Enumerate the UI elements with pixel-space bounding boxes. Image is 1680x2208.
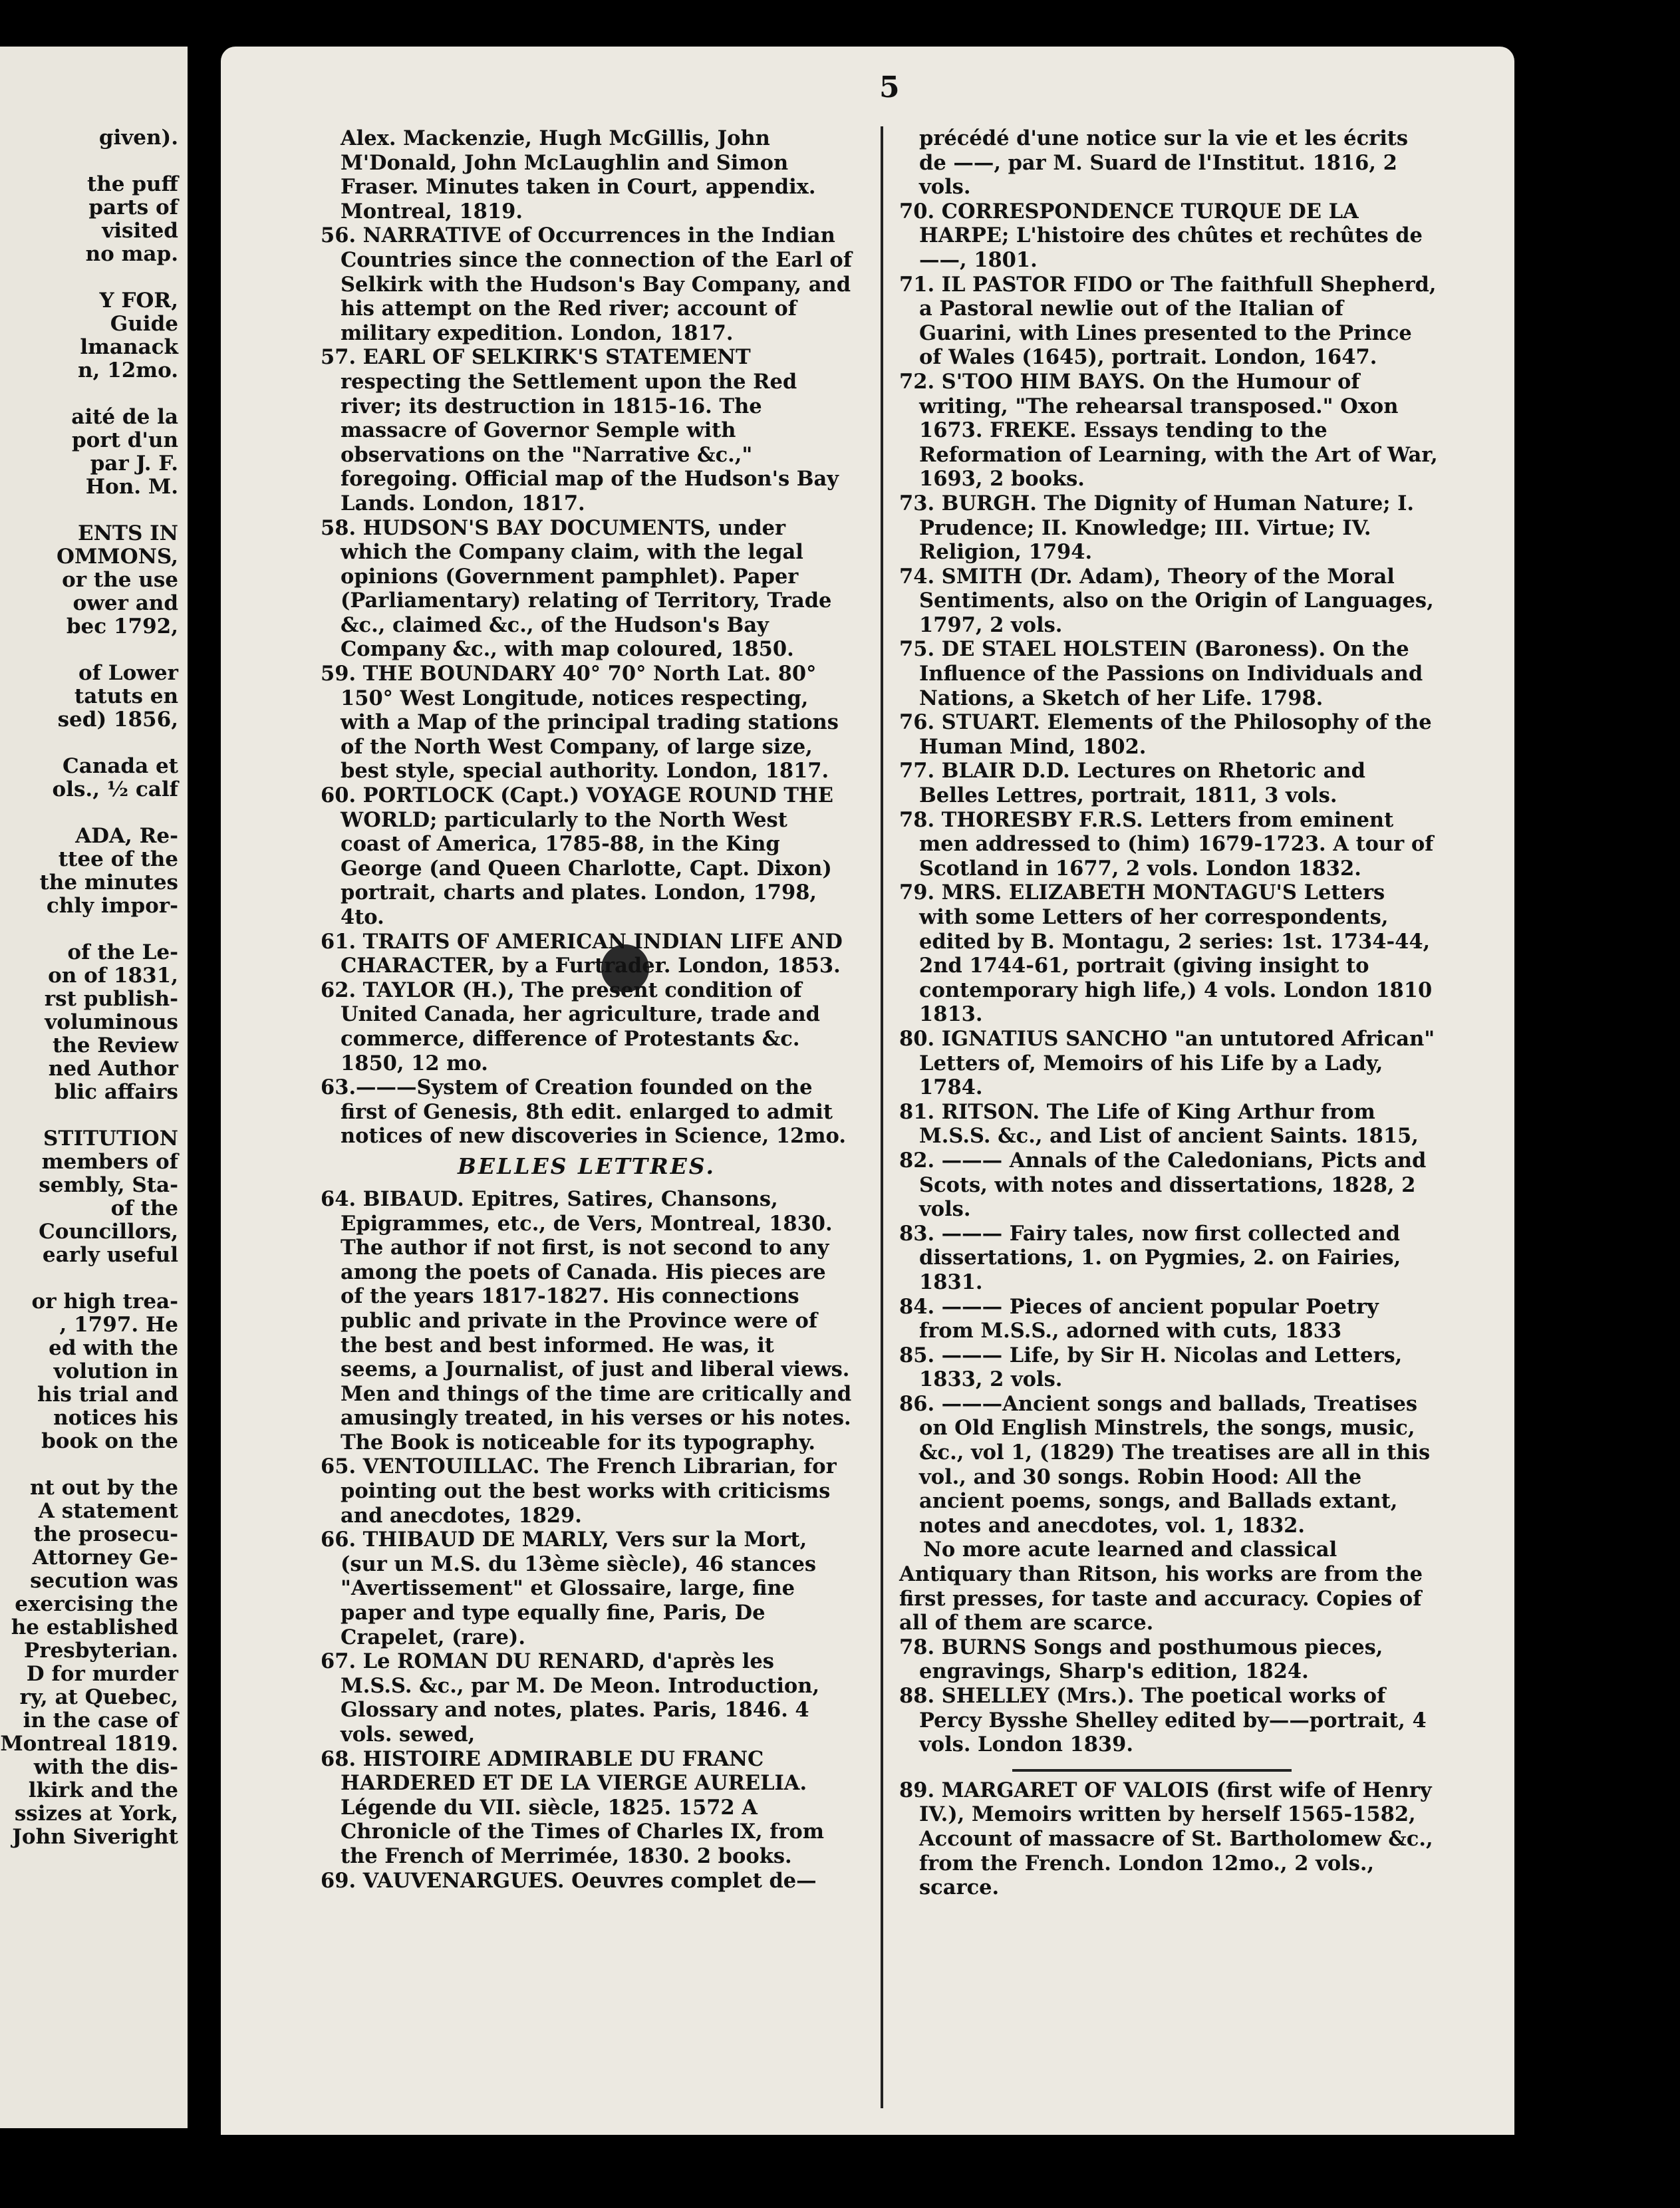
left-fragment-line: no map. <box>85 242 178 266</box>
left-fragment-line: chly impor- <box>46 894 178 918</box>
page-gutter <box>188 47 222 2135</box>
left-fragment-line: or high trea- <box>31 1290 178 1313</box>
left-fragment-line: Presbyterian. <box>23 1639 178 1663</box>
left-fragment-line: ttee of the <box>58 847 178 871</box>
left-fragment-line: voluminous <box>45 1010 178 1034</box>
left-fragment-line: of Lower <box>78 661 178 685</box>
left-fragment-line: or the use <box>62 568 178 592</box>
left-fragment-line: on of 1831, <box>48 964 178 988</box>
left-fragment-line: ry, at Quebec, <box>19 1685 178 1709</box>
left-fragment-line: in the case of <box>23 1709 178 1732</box>
left-fragment-line: early useful <box>42 1243 178 1267</box>
catalogue-entry: 67. Le ROMAN DU RENARD, d'après les M.S.S. &c., par M. De Meon. Introduction, Glossary and notes, plates. Paris, 1846. 4 vols. sewed, <box>321 1649 820 1746</box>
left-fragment-line: , 1797. He <box>59 1313 178 1337</box>
left-fragment-line: ned Author <box>48 1057 178 1081</box>
left-fragment-line: STITUTION <box>43 1127 178 1151</box>
left-fragment-line: John Siveright <box>12 1825 178 1849</box>
left-entries-bottom <box>321 1187 853 1893</box>
left-entries-top <box>321 126 853 1149</box>
catalogue-entry: 82. ——— Annals of the Caledonians, Picts and Scots, with notes and dissertations, 1828, 2 vols. <box>899 1148 1427 1222</box>
left-fragment-line <box>0 918 184 941</box>
catalogue-entry: précédé d'une notice sur la vie et les écrits de ——, par M. Suard de l'Institut. 1816, 2 vols. <box>919 126 1409 200</box>
catalogue-entry: 66. THIBAUD DE MARLY, Vers sur la Mort, (sur un M.S. du 13ème siècle), 46 stances "Avertissement" et Glossaire, large, fine paper and type equally fine, Paris, De Crapelet, (rare). <box>321 1528 817 1649</box>
left-fragment-line <box>0 732 184 755</box>
left-fragment-line: sed) 1856, <box>57 708 178 732</box>
left-fragment-line: aité de la <box>71 405 178 429</box>
left-fragment-line: ADA, Re- <box>75 824 178 848</box>
catalogue-entry: 81. RITSON. The Life of King Arthur from M.S.S. &c., and List of ancient Saints. 1815, <box>899 1099 1419 1149</box>
catalogue-entry: 83. ——— Fairy tales, now first collected and dissertations, 1. on Pygmies, 2. on Fairies, 1831. <box>899 1221 1401 1294</box>
left-fragment-line: he established <box>11 1615 178 1639</box>
catalogue-entry: 69. VAUVENARGUES. Oeuvres complet de— <box>321 1868 817 1893</box>
catalogue-entry: 88. SHELLEY (Mrs.). The poetical works of Percy Bysshe Shelley edited by——portrait, 4 vols. London 1839. <box>899 1684 1427 1757</box>
left-fragment-line: port d'un <box>71 428 178 452</box>
left-fragment-line: sembly, Sta- <box>39 1173 178 1197</box>
catalogue-entry: 74. SMITH (Dr. Adam), Theory of the Moral Sentiments, also on the Origin of Languages, 1797, 2 vols. <box>899 564 1434 637</box>
left-fragment-line <box>0 1267 184 1290</box>
left-fragment-line: ols., ½ calf <box>52 777 178 801</box>
catalogue-entry: 73. BURGH. The Dignity of Human Nature; I. Prudence; II. Knowledge; III. Virtue; IV. Religion, 1794. <box>899 491 1414 565</box>
left-fragment-line: of the <box>110 1196 178 1220</box>
left-fragment-line: ed with the <box>49 1336 178 1360</box>
section-heading: BELLES LETTRES. <box>458 1153 716 1179</box>
left-fragment-line <box>0 801 184 825</box>
scan-border <box>1514 47 1680 2208</box>
left-fragment-line: the puff <box>86 172 178 196</box>
left-fragment-line: D for murder <box>26 1662 178 1686</box>
catalogue-entry: 75. DE STAEL HOLSTEIN (Baroness). On the Influence of the Passions on Individuals and Nations, a Sketch of her Life. 1798. <box>899 637 1423 710</box>
left-fragment-line: volution in <box>53 1359 178 1383</box>
catalogue-entry: 85. ——— Life, by Sir H. Nicolas and Letters, 1833, 2 vols. <box>899 1343 1403 1392</box>
left-fragment-line: n, 12mo. <box>78 358 178 382</box>
left-fragment-line: A statement <box>38 1499 178 1523</box>
catalogue-entry: 84. ——— Pieces of ancient popular Poetry from M.S.S., adorned with cuts, 1833 <box>899 1294 1379 1343</box>
catalogue-entry: 76. STUART. Elements of the Philosophy of the Human Mind, 1802. <box>899 710 1432 759</box>
left-fragment-line: Guide <box>110 312 178 336</box>
left-fragment-line: blic affairs <box>54 1080 178 1104</box>
left-fragment-line: Attorney Ge- <box>32 1546 178 1570</box>
left-fragment-line <box>0 1453 184 1476</box>
catalogue-entry: 78. THORESBY F.R.S. Letters from eminent men addressed to (him) 1679-1723. A tour of Scotland in 1677, 2 vols. London 1832. <box>899 807 1434 881</box>
left-fragment-line: Montreal 1819. <box>0 1732 178 1756</box>
left-fragment-line: the Review <box>52 1034 178 1057</box>
catalogue-entry: 56. NARRATIVE of Occurrences in the Indian Countries since the connection of the Earl of Selkirk with the Hudson's Bay Company, and his attempt on the Red river; account of military expedition. London, 1817. <box>321 223 852 345</box>
left-fragment-line: lkirk and the <box>28 1778 178 1802</box>
catalogue-entry: 60. PORTLOCK (Capt.) VOYAGE ROUND THE WORLD; particularly to the North West coast of America, 1785-88, in the King George (and Queen Charlotte, Capt. Dixon) portrait, charts and plates. London, 1798, 4to. <box>321 783 833 929</box>
catalogue-entry: 57. EARL OF SELKIRK'S STATEMENT respecting the Settlement upon the Red river; its destruction in 1815-16. The massacre of Governor Semple with observations on the "Narrative &c.," foregoing. Official map of the Hudson's Bay Lands. London, 1817. <box>321 345 839 515</box>
right-entries <box>899 126 1438 1538</box>
left-fragment-line: visited <box>102 219 178 243</box>
left-fragment-line: given). <box>98 126 178 150</box>
left-fragment-line: lmanack <box>80 335 178 359</box>
left-fragment-line <box>0 638 184 662</box>
left-fragment-line: members of <box>41 1150 178 1174</box>
catalogue-entry: 70. CORRESPONDENCE TURQUE DE LA HARPE; L'histoire des chûtes et rechûtes de——, 1801. <box>899 199 1423 272</box>
catalogue-entry: 61. TRAITS OF AMERICAN INDIAN LIFE AND CHARACTER, by a Furtrader. London, 1853. <box>321 929 843 978</box>
left-fragment-line: exercising the <box>15 1592 178 1616</box>
catalogue-entry: 59. THE BOUNDARY 40° 70° North Lat. 80° 150° West Longitude, notices respecting, with a Map of the principal trading stations of the North West Company, of large size, best style, special authority. London, 1817. <box>321 662 839 783</box>
left-fragment-line: his trial and <box>37 1383 178 1407</box>
left-fragment-line: OMMONS, <box>56 545 178 569</box>
page-number: 5 <box>879 70 900 104</box>
right-entries-after-note <box>899 1635 1438 1757</box>
catalogue-entry: 71. IL PASTOR FIDO or The faithfull Shepherd, a Pastoral newlie out of the Italian of Guarini, with Lines presented to the Prince of Wales (1645), portrait. London, 1647. <box>899 272 1437 370</box>
catalogue-entry: Alex. Mackenzie, Hugh McGillis, John M'Donald, John McLaughlin and Simon Fraser. Minutes taken in Court, appendix. Montreal, 1819. <box>341 126 816 223</box>
catalogue-page <box>221 47 1514 2135</box>
catalogue-entry: 79. MRS. ELIZABETH MONTAGU'S Letters with some Letters of her correspondents, edited by B. Montagu, 2 series: 1st. 1734-44, 2nd 1744-61, portrait (giving insight to contemporary high life,) 4 vols. London 1810 1813. <box>899 881 1433 1027</box>
left-fragment-line: ssizes at York, <box>14 1802 178 1826</box>
left-fragment-line: bec 1792, <box>66 615 178 638</box>
left-fragment-line: Y FOR, <box>99 289 178 313</box>
left-fragment-line: par J. F. <box>90 452 178 476</box>
left-fragment-line: rst publish- <box>44 987 178 1011</box>
left-fragment-line: notices his <box>53 1406 178 1430</box>
left-page-text <box>0 126 184 1849</box>
left-fragment-line: Canada et <box>63 754 178 778</box>
left-fragment-line: book on the <box>41 1429 178 1453</box>
left-fragment-line: parts of <box>88 196 178 219</box>
catalogue-entry: 68. HISTOIRE ADMIRABLE DU FRANC HARDERED ET DE LA VIERGE AURELIA. Légende du VII. siècle, 1825. 1572 A Chronicle of the Times of Charles IX, from the French of Merrimée, 1830. 2 books. <box>321 1746 825 1868</box>
left-fragment-line <box>0 1104 184 1127</box>
left-fragment-line: the minutes <box>39 871 178 895</box>
left-fragment-line <box>0 499 184 522</box>
left-fragment-line: secution was <box>30 1569 178 1593</box>
catalogue-entry: 77. BLAIR D.D. Lectures on Rhetoric and Belles Lettres, portrait, 1811, 3 vols. <box>899 759 1365 808</box>
catalogue-entry: 72. S'TOO HIM BAYS. On the Humour of writing, "The rehearsal transposed." Oxon 1673. FREKE. Essays tending to the Reformation of Learning, with the Art of War, 1693, 2 books. <box>899 369 1438 491</box>
right-entries-after-rule <box>899 1778 1438 1900</box>
right-column <box>899 126 1438 1900</box>
catalogue-entry: 63.———System of Creation founded on the first of Genesis, 8th edit. enlarged to admit notices of new discoveries in Science, 12mo. <box>321 1075 846 1149</box>
ritson-note: No more acute learned and classical Antiquary than Ritson, his works are from the first presses, for taste and accuracy. Copies of all of them are scarce. <box>899 1538 1423 1635</box>
left-fragment-line: with the dis- <box>33 1755 178 1779</box>
left-fragment-line: ower and <box>72 591 178 615</box>
catalogue-entry: 78. BURNS Songs and posthumous pieces, engravings, Sharp's edition, 1824. <box>899 1635 1383 1684</box>
catalogue-entry: 86. ———Ancient songs and ballads, Treatises on Old English Minstrels, the songs, music, &c., vol 1, (1829) The treatises are all in this vol., and 30 songs. Robin Hood: All the ancient poems, songs, and Ballads extant, notes and anecdotes, vol. 1, 1832. <box>899 1391 1431 1538</box>
catalogue-entry: 65. VENTOUILLAC. The French Librarian, for pointing out the best works with criticisms and anecdotes, 1829. <box>321 1454 837 1528</box>
left-fragment-line: the prosecu- <box>33 1522 178 1546</box>
left-page-fragment <box>0 47 188 2128</box>
left-fragment-line <box>0 266 184 289</box>
column-divider <box>881 126 883 2108</box>
left-fragment-line: nt out by the <box>29 1476 178 1500</box>
catalogue-entry: 80. IGNATIUS SANCHO "an untutored African" Letters of, Memoirs of his Life by a Lady, 1784. <box>899 1026 1435 1100</box>
separator-rule <box>1012 1769 1292 1772</box>
left-fragment-line: tatuts en <box>74 684 178 708</box>
catalogue-entry: 64. BIBAUD. Epitres, Satires, Chansons, Epigrammes, etc., de Vers, Montreal, 1830. The author if not first, is not second to any among the poets of Canada. His pieces are of the years 1817-1827. His connections public and private in the Province were of the best and best informed. He was, it seems, a Journalist, of just and liberal views. Men and things of the time are critically and amusingly treated, in his verses or his notes. The Book is noticeable for its typography. <box>321 1186 852 1454</box>
catalogue-entry: 58. HUDSON'S BAY DOCUMENTS, under which the Company claim, with the legal opinions (Government pamphlet). Paper (Parliamentary) relating of Territory, Trade &c., claimed &c., of the Hudson's Bay Company &c., with map coloured, 1850. <box>321 515 832 662</box>
catalogue-entry: 89. MARGARET OF VALOIS (first wife of Henry IV.), Memoirs written by herself 1565-1582, Account of massacre of St. Bartholomew &c., from the French. London 12mo., 2 vols., scarce. <box>899 1778 1433 1900</box>
left-fragment-line: Hon. M. <box>85 475 178 499</box>
left-fragment-line: of the Le- <box>67 940 178 964</box>
left-fragment-line <box>0 150 184 173</box>
left-fragment-line <box>0 382 184 406</box>
left-column <box>321 126 853 1893</box>
left-fragment-line: ENTS IN <box>77 521 178 545</box>
left-fragment-line: Councillors, <box>39 1220 178 1244</box>
catalogue-entry: 62. TAYLOR (H.), The present condition of United Canada, her agriculture, trade and commerce, difference of Protestants &c. 1850, 12 mo. <box>321 978 820 1075</box>
